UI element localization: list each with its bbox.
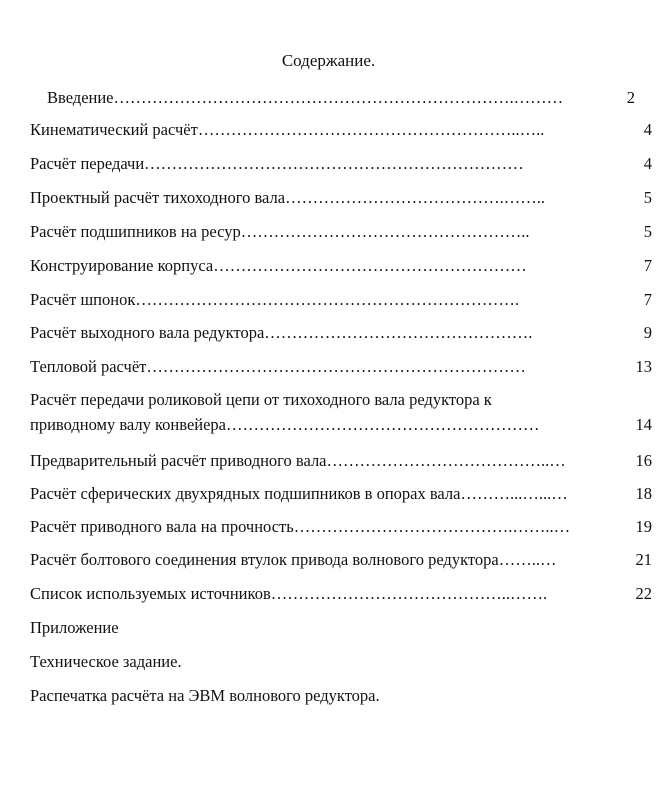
toc-entry-label: Расчёт выходного вала редуктора <box>30 323 265 342</box>
toc-entry-label: Проектный расчёт тихоходного вала <box>30 188 286 207</box>
toc-entry-leader: ……………………………………..……. <box>270 584 548 603</box>
toc-entry-page: 5 <box>643 188 652 207</box>
appendix-heading: Приложение <box>30 618 119 637</box>
toc-entry-page: 14 <box>635 415 652 434</box>
appendix-item: Распечатка расчёта на ЭВМ волнового редуктора. <box>30 686 380 705</box>
toc-entry-page: 22 <box>635 584 652 603</box>
toc-entry-label: Расчёт передачи <box>30 154 145 173</box>
toc-entry-leader: ……………………………………………………………. <box>135 290 519 309</box>
toc-entry-leader: ………………………………….……..… <box>293 517 571 536</box>
toc-entry-label: Кинематический расчёт <box>30 120 198 139</box>
toc-entry-label-line2: приводному валу конвейера <box>30 415 226 434</box>
toc-entry-page: 7 <box>643 256 652 275</box>
toc-entry-leader: …………………………………………………………… <box>146 357 526 376</box>
toc-entry-page: 18 <box>635 484 652 503</box>
toc-entry-label: Список используемых источников <box>30 584 271 603</box>
toc-entry-label: Расчёт болтового соединения втулок привода волнового редуктора <box>30 550 499 569</box>
toc-entry-label-line1: Расчёт передачи роликовой цепи от тихоходного вала редуктора к <box>30 390 492 409</box>
toc-title: Содержание. <box>281 51 376 70</box>
toc-entry-label: Расчёт подшипников на ресур <box>30 222 241 241</box>
toc-entry-label: Расчёт сферических двухрядных подшипников в опорах вала <box>30 484 461 503</box>
toc-entry-label: Конструирование корпуса <box>30 256 214 275</box>
toc-entry-label: Предварительный расчёт приводного вала <box>30 451 327 470</box>
toc-entry-label: Расчёт приводного вала на прочность <box>30 517 294 536</box>
toc-entry-page: 16 <box>635 451 652 470</box>
toc-entry-leader: …………………………………………….. <box>240 222 530 241</box>
toc-entry-page: 4 <box>643 120 652 139</box>
toc-entry-leader: ………………………………….…….. <box>285 188 545 207</box>
toc-entry-label: Расчёт шпонок <box>30 290 136 309</box>
toc-entry-page: 2 <box>626 88 635 107</box>
toc-entry-multiline <box>30 389 652 436</box>
toc-entry-leader: ………...…...… <box>460 484 568 503</box>
toc-entry-label: Тепловой расчёт <box>30 357 147 376</box>
toc-entry-leader: ……………………………………………………………….……… <box>113 88 564 107</box>
toc-entry-leader: ……..… <box>498 550 557 569</box>
toc-entry-page: 7 <box>643 290 652 309</box>
toc-entry-leader: …………………………………..… <box>326 451 566 470</box>
toc-entry-page: 9 <box>643 323 652 342</box>
toc-entry-leader: …………………………………………………..….. <box>197 120 545 139</box>
toc-entry-leader: ………………………………………………… <box>213 256 527 275</box>
toc-entry-label: Введение <box>47 88 114 107</box>
toc-entry-page: 13 <box>635 357 652 376</box>
toc-entry-page: 21 <box>635 550 652 569</box>
appendix-item: Техническое задание. <box>30 652 182 671</box>
toc-entry-page: 5 <box>643 222 652 241</box>
toc-entry-leader: …………………………………………. <box>264 323 533 342</box>
toc-entry-leader: ………………………………………………… <box>226 415 540 434</box>
toc-entry-page: 4 <box>643 154 652 173</box>
toc-entry-page: 19 <box>635 517 652 536</box>
toc-entry-leader: …………………………………………………………… <box>144 154 524 173</box>
